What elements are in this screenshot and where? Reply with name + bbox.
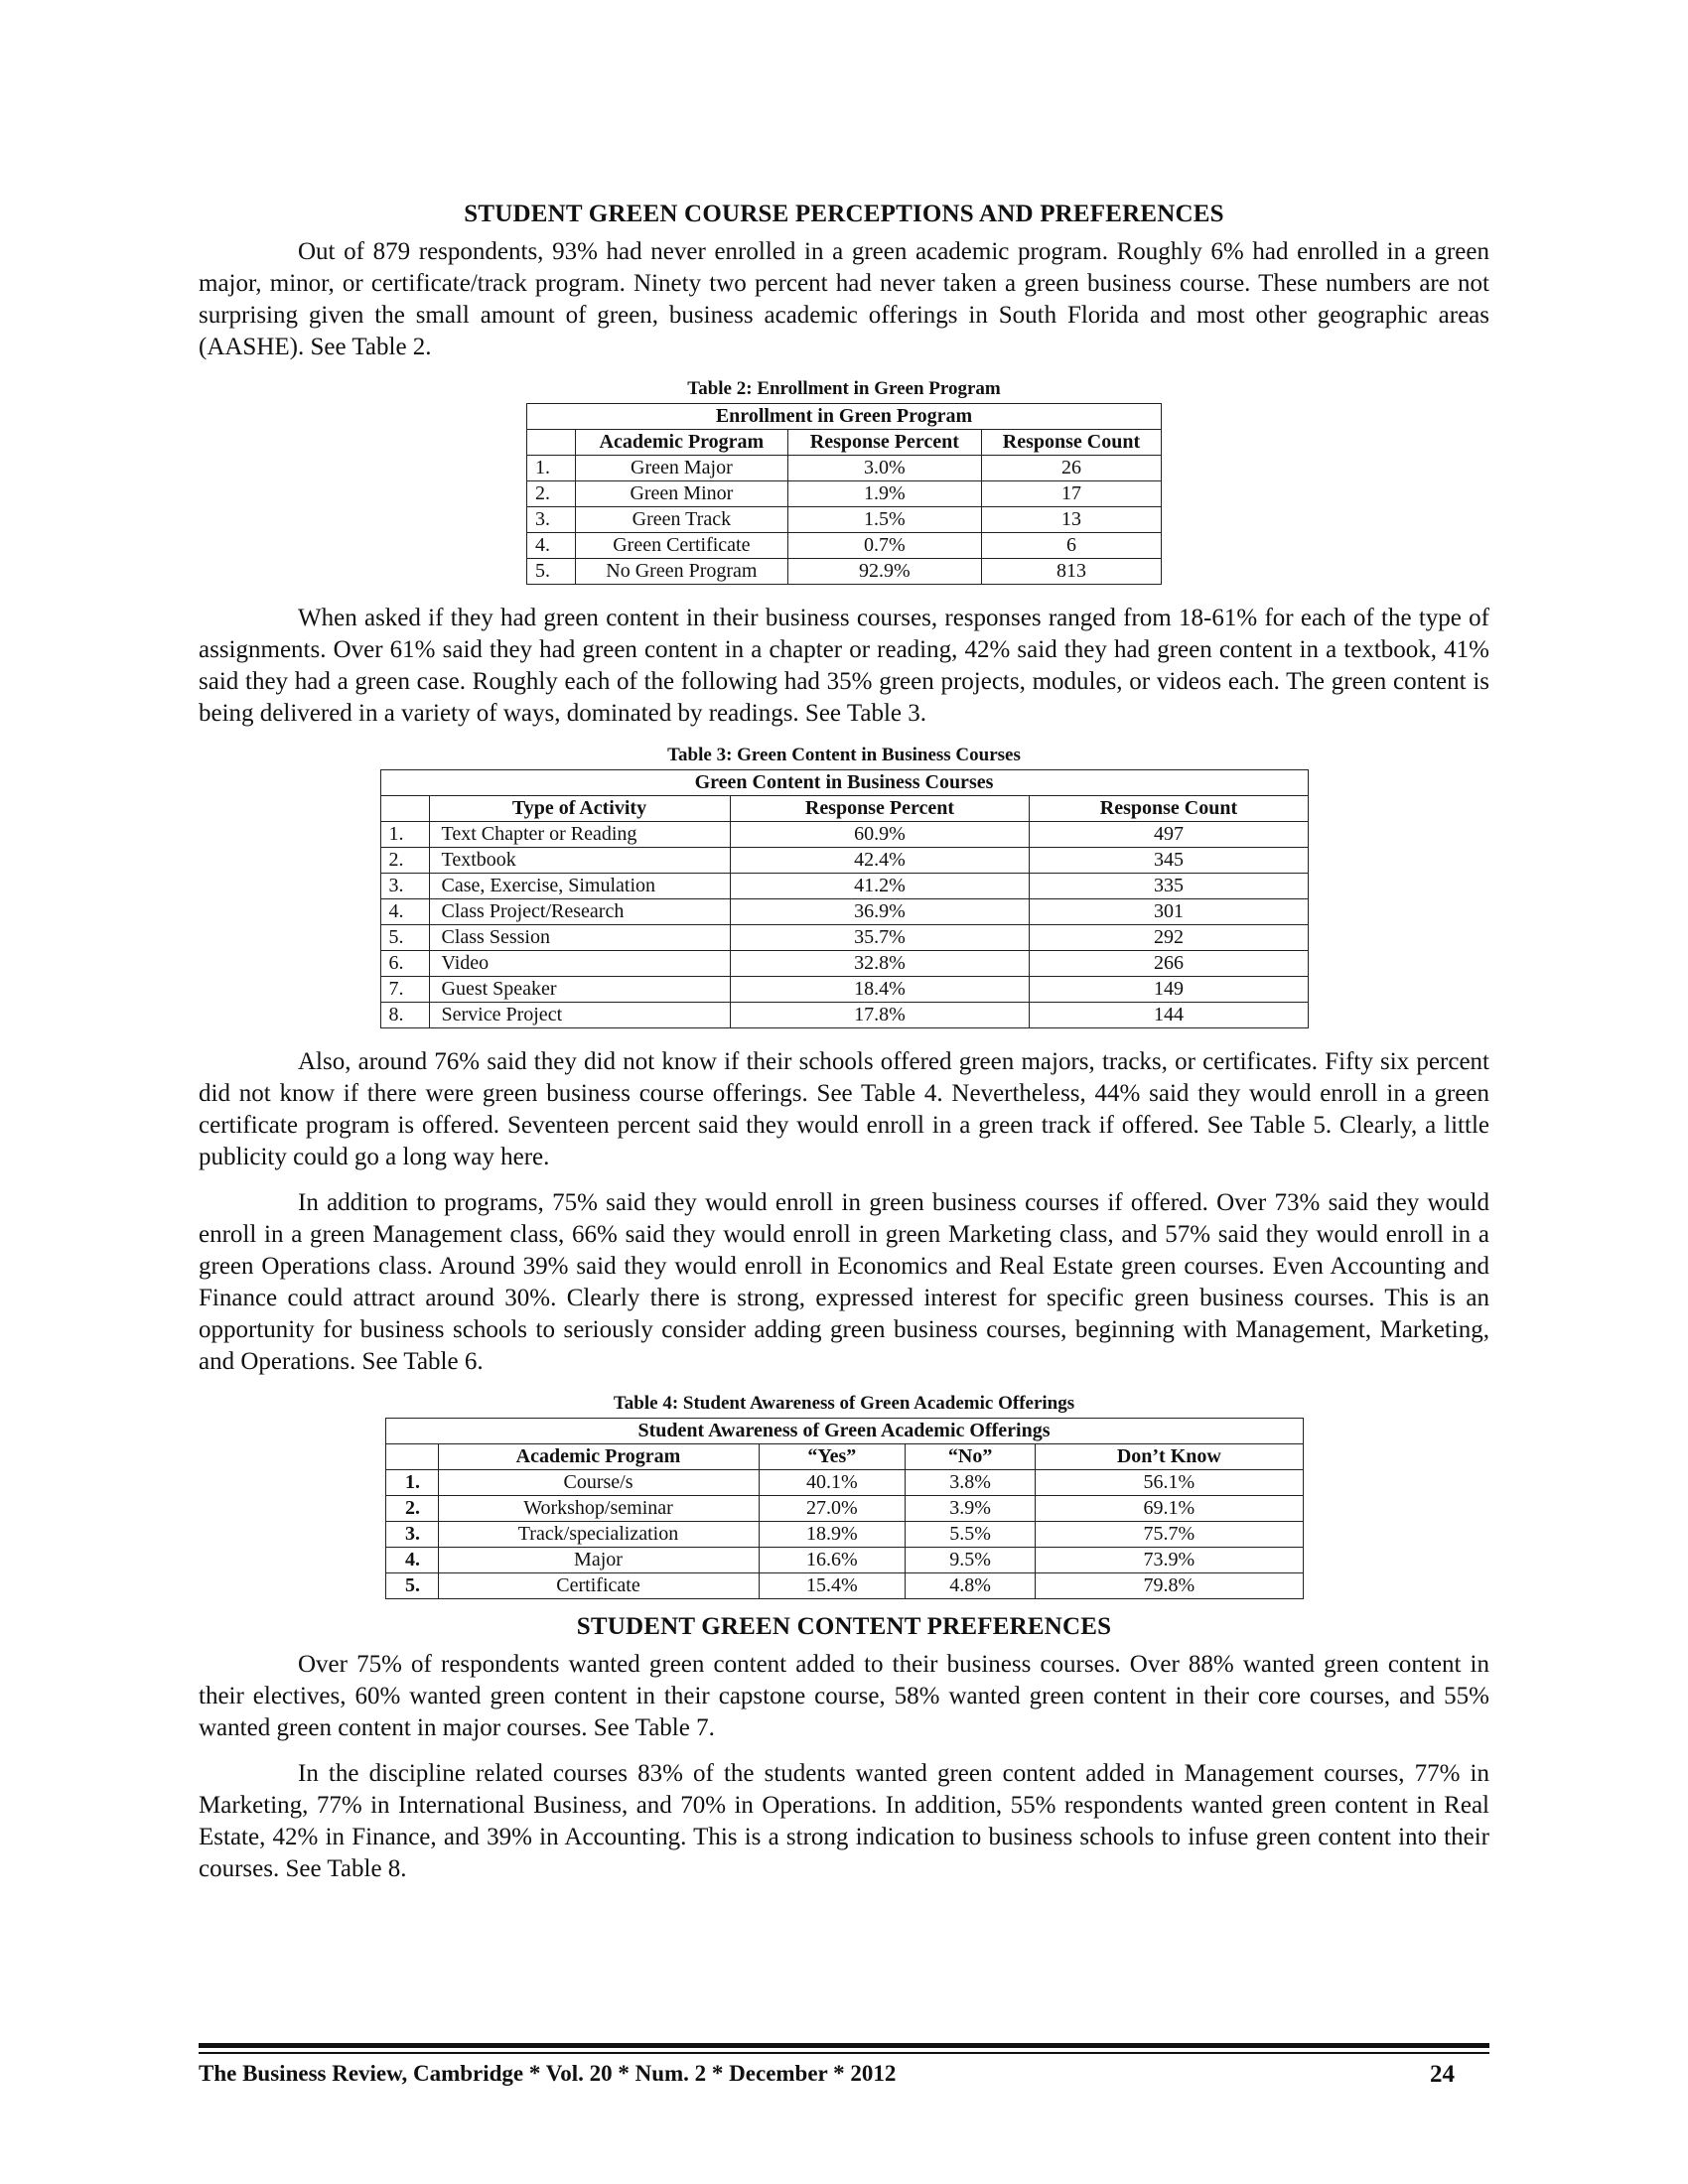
table-cell: 345 [1030,848,1308,874]
table-row [527,533,1162,559]
table-row [527,559,1162,585]
table-cell: 17.8% [730,1003,1030,1028]
paragraph: In addition to programs, 75% said they would enroll in green business courses if offered. Over 73% said they would enroll in a green Management class, 66% said they would enroll in green Marketing class, and 57% said they would enroll in a green Operations class. Around 39% said they would enroll in Economics and Real Estate green courses. Even Accounting and Finance could attract around 30%. Clearly there is strong, expressed interest for specific green business courses. This is an opportunity for business schools to seriously consider adding green business courses, beginning with Management, Marketing, and Operations. See Table 6. [199,1189,1489,1375]
table-cell: 5.5% [906,1522,1036,1548]
table-cell: 75.7% [1036,1522,1303,1548]
table-cell: Workshop/seminar [438,1496,759,1522]
table-cell: 40.1% [759,1470,906,1496]
table-row [380,822,1308,848]
table-cell: 13 [981,507,1161,533]
table-cell: 292 [1030,925,1308,951]
column-header: Response Count [981,430,1161,456]
table-row [385,1470,1303,1496]
table-cell: 3.8% [906,1470,1036,1496]
table-cell: 32.8% [730,951,1030,977]
section-heading-perceptions: STUDENT GREEN COURSE PERCEPTIONS AND PREFERENCES [464,201,1224,227]
column-header: “No” [906,1444,1036,1470]
paragraph: Out of 879 respondents, 93% had never enrolled in a green academic program. Roughly 6% had enrolled in a green major, minor, or certificate/track program. Ninety two percent had never taken a green business course. These numbers are not surprising given the small amount of green, business academic offerings in South Florida and most other geographic areas (AASHE). See Table 2. [199,238,1489,360]
table-row [380,1003,1308,1028]
table-cell: 266 [1030,951,1308,977]
table-title: Green Content in Business Courses [380,770,1308,796]
table-cell: 813 [981,559,1161,585]
table-cell: 41.2% [730,874,1030,899]
table-cell: Green Minor [576,481,788,507]
table-row [380,925,1308,951]
table-cell: 3.9% [906,1496,1036,1522]
table-cell: Major [438,1548,759,1573]
table-cell: 60.9% [730,822,1030,848]
paragraph: Also, around 76% said they did not know if their schools offered green majors, tracks, or certificates. Fifty six percent did not know if there were green business course offerings. See Table 4. Nevertheless, 44% said they would enroll in a green certificate program is offered. Seventeen percent said they would enroll in a green track if offered. See Table 5. Clearly, a little publicity could go a long way here. [199,1048,1489,1170]
table-cell: 3.0% [787,456,981,481]
table-cell: 4. [385,1548,438,1573]
table-cell: 6. [380,951,429,977]
table-row [527,507,1162,533]
table-cell: Green Certificate [576,533,788,559]
column-header: Response Percent [787,430,981,456]
table-cell: Course/s [438,1470,759,1496]
table-cell: 18.9% [759,1522,906,1548]
table-cell: 4. [527,533,576,559]
table-cell: 69.1% [1036,1496,1303,1522]
table-row [380,977,1308,1003]
table-row [527,481,1162,507]
table-row [385,1496,1303,1522]
table-cell: 5. [385,1573,438,1599]
table-cell: 1.9% [787,481,981,507]
column-header: Academic Program [576,430,788,456]
table-cell: 5. [527,559,576,585]
table-cell: 2. [385,1496,438,1522]
table-cell: Textbook [429,848,730,874]
table-row [527,456,1162,481]
table-title: Enrollment in Green Program [527,404,1162,430]
table-cell: 27.0% [759,1496,906,1522]
table-cell: 3. [380,874,429,899]
table-cell: 73.9% [1036,1548,1303,1573]
table-cell: 2. [380,848,429,874]
table-cell: 6 [981,533,1161,559]
table-cell: 79.8% [1036,1573,1303,1599]
table-cell: Track/specialization [438,1522,759,1548]
table-cell: 1. [380,822,429,848]
page-number: 24 [1430,2061,1455,2088]
table-row [380,874,1308,899]
table-cell: 26 [981,456,1161,481]
table-cell: 1.5% [787,507,981,533]
table-cell: 149 [1030,977,1308,1003]
table2-enrollment [526,403,1162,585]
table-cell: Service Project [429,1003,730,1028]
footer-rule [199,2043,1489,2048]
table4-awareness [385,1418,1304,1599]
table-cell: 16.6% [759,1548,906,1573]
column-header: Academic Program [438,1444,759,1470]
table-cell: 35.7% [730,925,1030,951]
table-cell: 18.4% [730,977,1030,1003]
page-footer [199,2061,1455,2089]
table-cell: 0.7% [787,533,981,559]
table-cell: 1. [527,456,576,481]
table-row [385,1548,1303,1573]
table-cell: 3. [385,1522,438,1548]
table-cell: 3. [527,507,576,533]
table2-caption: Table 2: Enrollment in Green Program [687,378,1001,399]
table-cell: Class Session [429,925,730,951]
table-cell: 497 [1030,822,1308,848]
table-cell: Guest Speaker [429,977,730,1003]
table-row [385,1522,1303,1548]
table-cell: 1. [385,1470,438,1496]
page-content [199,201,1489,1899]
journal-citation: The Business Review, Cambridge * Vol. 20 * Num. 2 * December * 2012 [199,2061,897,2086]
table-row [380,899,1308,925]
table4-caption: Table 4: Student Awareness of Green Academic Offerings [613,1393,1075,1414]
table-cell: 36.9% [730,899,1030,925]
table3-green-content [380,769,1309,1028]
table-row [385,1573,1303,1599]
table-cell: 144 [1030,1003,1308,1028]
table-cell: 15.4% [759,1573,906,1599]
table-title: Student Awareness of Green Academic Offerings [385,1419,1303,1444]
table-row [380,951,1308,977]
table-cell: 5. [380,925,429,951]
paragraph: When asked if they had green content in their business courses, responses ranged from 18-61% for each of the type of assignments. Over 61% said they had green content in a chapter or reading, 42% said they had green content in a textbook, 41% said they had a green case. Roughly each of the following had 35% green projects, modules, or videos each. The green content is being delivered in a variety of ways, dominated by readings. See Table 3. [199,605,1489,727]
table-cell: Certificate [438,1573,759,1599]
table-cell: 335 [1030,874,1308,899]
column-header: Don’t Know [1036,1444,1303,1470]
table-cell: 2. [527,481,576,507]
column-header: Response Percent [730,796,1030,822]
table-cell: Green Track [576,507,788,533]
table-cell: 4.8% [906,1573,1036,1599]
column-header: Response Count [1030,796,1308,822]
table-cell: Video [429,951,730,977]
column-header: Type of Activity [429,796,730,822]
paragraph: In the discipline related courses 83% of the students wanted green content added in Management courses, 77% in Marketing, 77% in International Business, and 70% in Operations. In addition, 55% respondents wanted green content in Real Estate, 42% in Finance, and 39% in Accounting. This is a strong indication to business schools to infuse green content into their courses. See Table 8. [199,1760,1489,1882]
table-cell: Case, Exercise, Simulation [429,874,730,899]
table-cell: Class Project/Research [429,899,730,925]
table-cell: 4. [380,899,429,925]
table-cell: 56.1% [1036,1470,1303,1496]
table-cell: 42.4% [730,848,1030,874]
table-cell: 17 [981,481,1161,507]
table-row [380,848,1308,874]
footer-rule [199,2052,1489,2054]
table3-caption: Table 3: Green Content in Business Courses [667,745,1021,765]
section-heading-content-preferences: STUDENT GREEN CONTENT PREFERENCES [576,1613,1112,1640]
table-cell: Text Chapter or Reading [429,822,730,848]
table-cell: Green Major [576,456,788,481]
table-cell: 8. [380,1003,429,1028]
table-cell: No Green Program [576,559,788,585]
table-cell: 301 [1030,899,1308,925]
table-cell: 9.5% [906,1548,1036,1573]
paragraph: Over 75% of respondents wanted green content added to their business courses. Over 88% wanted green content in their electives, 60% wanted green content in their capstone course, 58% wanted green content in their core courses, and 55% wanted green content in major courses. See Table 7. [199,1651,1489,1741]
table-cell: 92.9% [787,559,981,585]
table-cell: 7. [380,977,429,1003]
column-header: “Yes” [759,1444,906,1470]
